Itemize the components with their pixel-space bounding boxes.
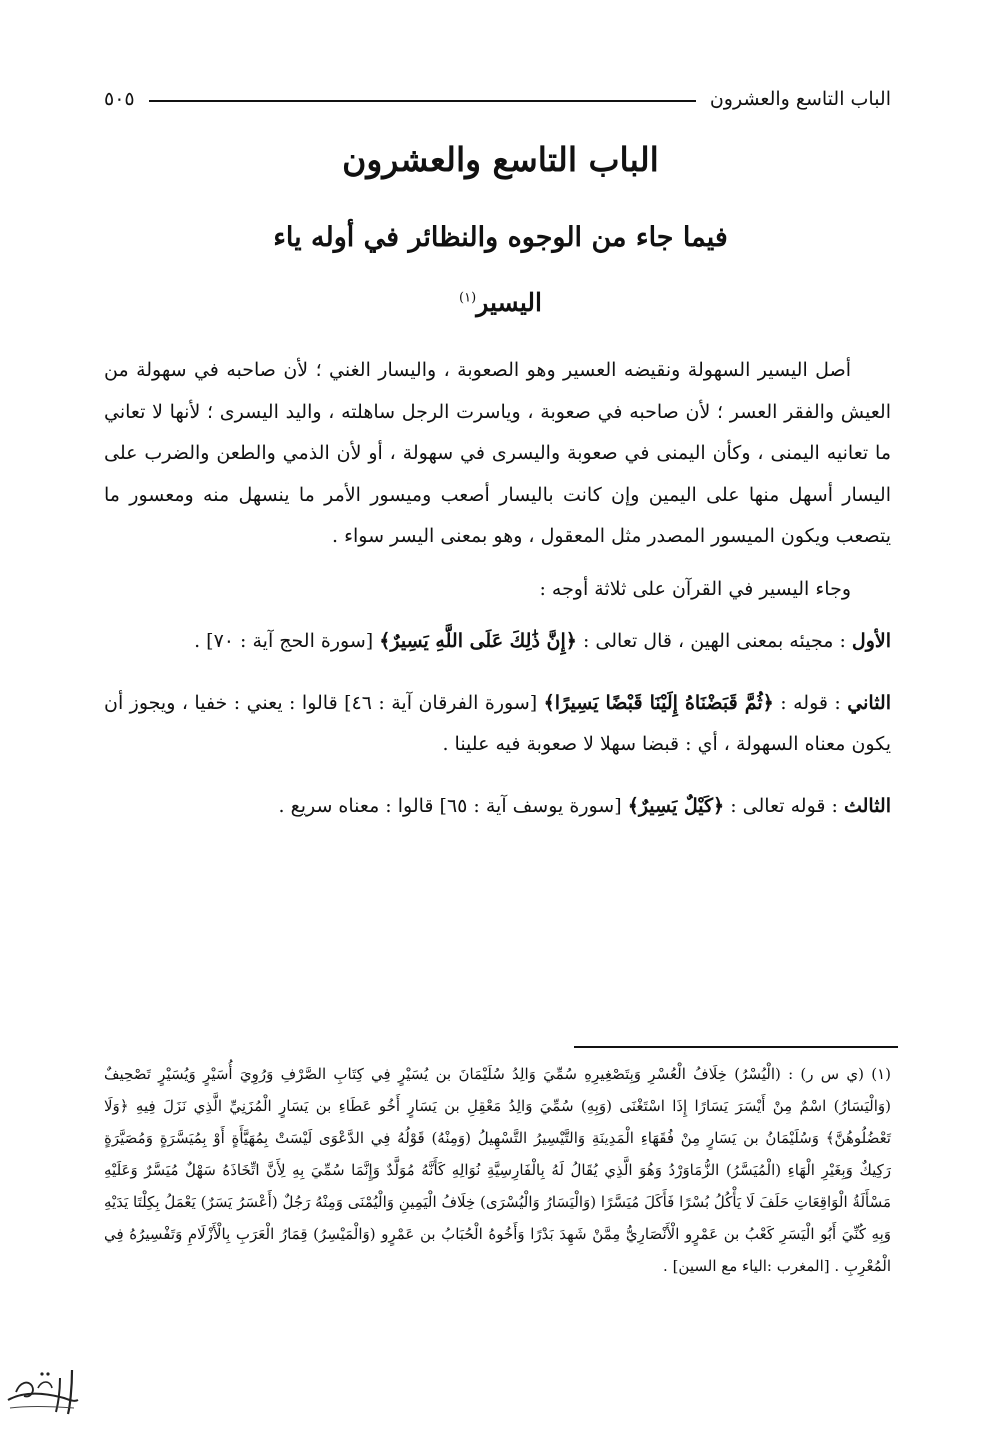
aspect-first-quran: ﴿إِنَّ ذَٰلِكَ عَلَى اللَّهِ يَسِيرٌ﴾: [379, 630, 577, 652]
running-head: [104, 84, 891, 114]
aspect-first-post: [سورة الحج آية : ٧٠] .: [194, 630, 380, 652]
aspect-second-pre: : قوله :: [773, 691, 848, 714]
aspect-third-quran: ﴿كَيْلٌ يَسِيرٌ﴾: [627, 794, 725, 817]
running-head-title: الباب التاسع والعشرون: [709, 88, 891, 110]
aspect-first-lead: الأول: [851, 630, 891, 652]
aspect-second-quran: ﴿ثُمَّ قَبَضْنَاهُ إِلَيْنَا قَبْضًا يَسِيرًا﴾: [543, 691, 774, 714]
main-text: [104, 350, 891, 827]
footnote-reference: (١): [459, 290, 477, 306]
aspect-third-lead: الثالث: [843, 794, 891, 817]
aspect-second-post: [سورة الفرقان آية : ٤٦] قالوا : يعني : خفيا ، ويجوز أن يكون معناه السهولة ، أي : قبضا سهلا لا صعوبة فيه علينا .: [104, 691, 891, 755]
running-head-rule: [149, 100, 696, 102]
footnote: (١) (ي س ر) : (الْيُسْرُ) خِلَافُ الْعُسْرِ وَبِتَصْغِيرِهِ سُمِّيَ وَالِدُ سُلَيْمَانَ بن يُسَيْرٍ فِي كِتَابِ الصَّرْفِ وَرُوِيَ أُسَيْرٍ وَيُسَيْرٍ تَصْحِيفٌ (وَالْيَسَارُ) اسْمٌ مِنْ أَيْسَرَ يَسَارًا إِذَا اسْتَغْنَى (وَبِهِ) سُمِّيَ وَالِدُ مَعْقِلِ بن يَسَارٍ أَخُو عَطَاءِ بن يَسَارٍ الْمُزَنِيِّ الَّذِي نَزَلَ فِيهِ ﴿وَلَا تَعْضُلُوهُنَّ﴾ وَسُلَيْمَانُ بن يَسَارٍ مِنْ فُقَهَاءِ الْمَدِينَةِ وَالتَّيْسِيرُ التَّسْهِيلُ (وَمِنْهُ) قَوْلُهُ فِي الدَّعْوَى لَيْسَتْ بِمُهَيَّأَةٍ أَوْ بِمُيَسَّرَةٍ وَمُصَيَّرَةٍ رَكِيكٌ وَبِغَيْرِ الْهَاءِ (الْمُيَسَّرُ) الزُّمَاوَرْدُ وَهُوَ الَّذِي يُقَالُ لَهُ بِالْفَارِسِيَّةِ نُوَالِهِ كَأَنَّهُ مُوَلَّدٌ وَإِنَّمَا سُمِّيَ بِهِ لِأَنَّ اتِّخَاذَهُ سَهْلٌ مُيَسَّرٌ وَعَلَيْهِ مَسْأَلَةُ الْوَاقِعَاتِ حَلَفَ لَا يَأْكُلُ بُسْرًا فَأَكَلَ مُيَسَّرًا (وَالْيَسَارُ وَالْيُسْرَى) خِلَافُ الْيَمِينِ وَالْيُمْنَى وَمِنْهُ رَجُلٌ (أَعْسَرُ يَسَرٌ) يَعْمَلُ بِكِلْتَا يَدَيْهِ وَبِهِ كُنِّيَ أَبُو الْيَسَرِ كَعْبُ بن عَمْرٍو الْأَنْصَارِيُّ مِمَّنْ شَهِدَ بَدْرًا وَأَخُوهُ الْحُبَابُ بن عَمْرٍو (وَالْمَيْسِرُ) قِمَارُ الْعَرَبِ بِالْأَزْلَامِ وَتَفْسِيرُهُ فِي الْمُعْرِبِ . [المغرب :الياء مع السين] .: [104, 1065, 891, 1275]
aspect-first-pre: : مجيئه بمعنى الهين ، قال تعالى :: [576, 630, 852, 652]
aspect-second: [104, 683, 891, 766]
chapter-subtitle: فيما جاء من الوجوه والنظائر في أوله ياء: [273, 222, 728, 253]
section-title-text: اليسير: [476, 288, 542, 317]
aspect-second-lead: الثاني: [847, 691, 891, 714]
chapter-title: الباب التاسع والعشرون: [342, 140, 659, 179]
page-number: ٥٠٥: [104, 88, 135, 110]
section-title: [0, 288, 1001, 317]
intro-paragraph: أصل اليسير السهولة ونقيضه العسير وهو الصعوبة ، واليسار الغني ؛ لأن صاحبه في سهولة من العيش والفقر العسر ؛ لأن صاحبه في صعوبة ، وياسرت الرجل ساهلته ، واليد اليسرى ؛ لأنها لا تعاني ما تعانيه اليمنى ، وكأن اليمنى في صعوبة واليسرى في سهولة ، أو لأن الذمي والطعن والضرب على اليسار أسهل منها على اليمين وإن كانت باليسار أصعب وميسور الأمر ما ينسهل منه ومعسور ما يتصعب ويكون الميسور المصدر مثل المعقول ، وهو بمعنى اليسر سواء .: [104, 359, 892, 547]
library-logo-icon: [2, 1362, 84, 1422]
aspect-third: [104, 786, 891, 828]
aspects-intro: وجاء اليسير في القرآن على ثلاثة أوجه :: [539, 577, 851, 600]
aspect-third-post: [سورة يوسف آية : ٦٥] قالوا : معناه سريع .: [278, 794, 628, 817]
footnote-rule: [574, 1046, 898, 1048]
aspect-first: [104, 621, 891, 663]
aspect-third-pre: : قوله تعالى :: [724, 794, 844, 817]
